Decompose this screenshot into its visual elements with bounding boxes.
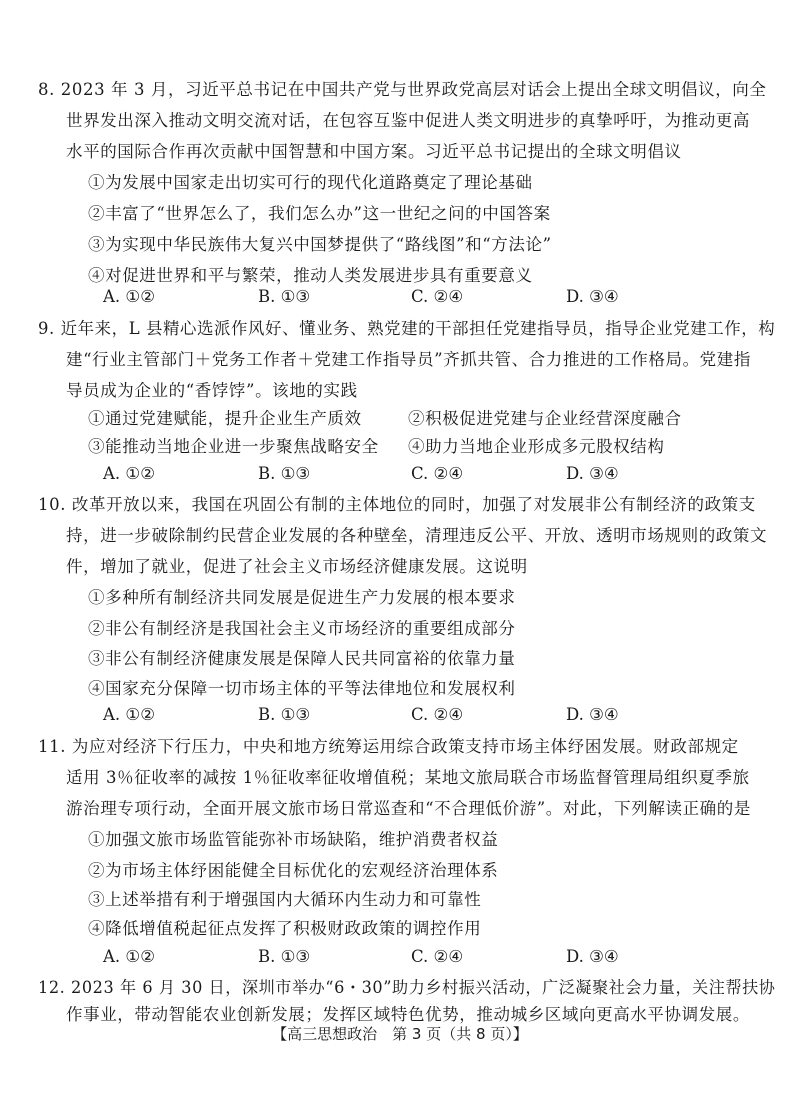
q9-stem-line-3: 导员成为企业的“香饽饽”。该地的实践 [66,381,358,400]
q11-item-4: ④降低增值税起征点发挥了积极财政政策的调控作用 [88,919,482,938]
q8-item-3: ③为实现中华民族伟大复兴中国梦提供了“路线图”和“方法论” [88,235,552,254]
q11-item-1: ①加强文旅市场监管能弥补市场缺陷，维护消费者权益 [88,830,499,849]
q9-stem-line-2: 建“行业主管部门＋党务工作者＋党建工作指导员”齐抓共管、合力推进的工作格局。党建指 [66,350,751,369]
q12-stem-line-2: 作事业，带动智能农业创新发展；发挥区域特色优势，推动城乡区域向更高水平协调发展。 [66,1005,750,1024]
q11-option-a: A. ①② [103,947,155,966]
q9-item-3: ③能推动当地企业进一步聚焦战略安全 [88,437,379,456]
q10-stem-line-3: 件，增加了就业，促进了社会主义市场经济健康发展。这说明 [66,557,528,576]
q8-option-a: A. ①② [103,287,155,306]
q8-item-4: ④对促进世界和平与繁荣，推动人类发展进步具有重要意义 [88,266,533,285]
q9-stem-line-1: 9. 近年来，L 县精心选派作风好、懂业务、熟党建的干部担任党建指导员，指导企业党建工作，构 [38,319,776,338]
q9-option-b: B. ①③ [258,464,311,483]
q10-item-4: ④国家充分保障一切市场主体的平等法律地位和发展权利 [88,679,516,698]
q8-option-c: C. ②④ [411,287,464,306]
q8-stem-line-2: 世界发出深入推动文明交流对话，在包容互鉴中促进人类文明进步的真挚呼吁，为推动更高 [66,111,750,130]
q8-item-2: ②丰富了“世界怎么了，我们怎么办”这一世纪之问的中国答案 [88,204,551,223]
q10-item-1: ①多种所有制经济共同发展是促进生产力发展的根本要求 [88,588,516,607]
q11-option-c: C. ②④ [411,947,464,966]
q9-item-4: ④助力当地企业形成多元股权结构 [408,437,665,456]
q8-stem-line-3: 水平的国际合作再次贡献中国智慧和中国方案。习近平总书记提出的全球文明倡议 [66,142,682,161]
q10-stem-line-2: 持，进一步破除制约民营企业发展的各种壁垒，清理违反公平、开放、透明市场规则的政策文 [66,526,768,545]
q12-stem-line-1: 12. 2023 年 6 月 30 日，深圳市举办“6・30”助力乡村振兴活动，广泛凝聚社会力量，关注帮扶协 [38,978,776,997]
q11-item-2: ②为市场主体纾困能健全目标优化的宏观经济治理体系 [88,861,499,880]
q9-item-2: ②积极促进党建与企业经营深度融合 [408,409,682,428]
q10-option-a: A. ①② [103,705,155,724]
q10-option-c: C. ②④ [411,705,464,724]
q8-stem-line-1: 8. 2023 年 3 月，习近平总书记在中国共产党与世界政党高层对话会上提出全球文明倡议，向全 [38,80,767,99]
q11-stem-line-1: 11. 为应对经济下行压力，中央和地方统筹运用综合政策支持市场主体纾困发展。财政部规定 [38,737,739,756]
q8-option-b: B. ①③ [258,287,311,306]
q10-item-3: ③非公有制经济健康发展是保障人民共同富裕的依靠力量 [88,649,516,668]
q10-item-2: ②非公有制经济是我国社会主义市场经济的重要组成部分 [88,619,516,638]
q9-option-d: D. ③④ [566,464,619,483]
q11-stem-line-3: 游治理专项行动，全面开展文旅市场日常巡查和“不合理低价游”。对此，下列解读正确的是 [66,799,751,818]
q8-item-1: ①为发展中国家走出切实可行的现代化道路奠定了理论基础 [88,173,533,192]
q11-option-d: D. ③④ [566,947,619,966]
q9-option-a: A. ①② [103,464,155,483]
q11-item-3: ③上述举措有利于增强国内大循环内生动力和可靠性 [88,890,482,909]
q10-stem-line-1: 10. 改革开放以来，我国在巩固公有制的主体地位的同时，加强了对发展非公有制经济的政策支 [38,495,756,514]
q9-option-c: C. ②④ [411,464,464,483]
q10-option-b: B. ①③ [258,705,311,724]
q11-option-b: B. ①③ [258,947,311,966]
q11-stem-line-2: 适用 3％征收率的减按 1％征收率征收增值税；某地文旅局联合市场监督管理局组织夏季旅 [66,768,750,787]
q9-item-1: ①通过党建赋能，提升企业生产质效 [88,409,362,428]
page-footer: 【高三思想政治 第 3 页（共 8 页）】 [272,1025,528,1043]
q10-option-d: D. ③④ [566,705,619,724]
q8-option-d: D. ③④ [566,287,619,306]
